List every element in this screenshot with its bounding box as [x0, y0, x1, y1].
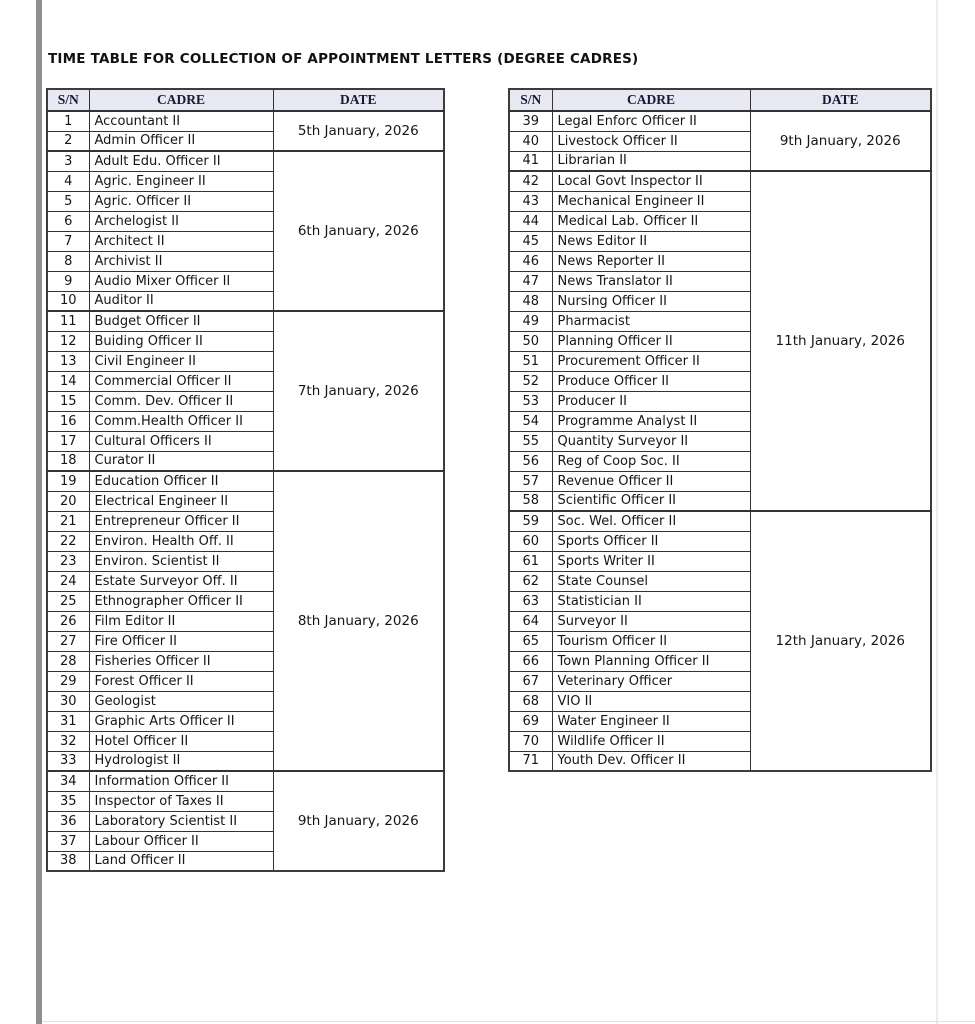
cadre-cell: Produce Officer II: [552, 371, 750, 391]
cadre-cell: Youth Dev. Officer II: [552, 751, 750, 771]
sn-cell: 32: [47, 731, 89, 751]
sn-cell: 66: [509, 651, 552, 671]
cadre-cell: Hydrologist II: [89, 751, 273, 771]
date-cell: 12th January, 2026: [750, 511, 931, 771]
cadre-cell: Land Officer II: [89, 851, 273, 871]
sn-cell: 16: [47, 411, 89, 431]
cadre-cell: News Translator II: [552, 271, 750, 291]
table-row: [509, 511, 931, 531]
sn-cell: 53: [509, 391, 552, 411]
cadre-cell: Legal Enforc Officer II: [552, 111, 750, 131]
cadre-cell: Medical Lab. Officer II: [552, 211, 750, 231]
table-row: [47, 151, 444, 171]
cadre-cell: Soc. Wel. Officer II: [552, 511, 750, 531]
cadre-cell: Statistician II: [552, 591, 750, 611]
sn-cell: 71: [509, 751, 552, 771]
cadre-cell: Forest Officer II: [89, 671, 273, 691]
cadre-cell: Graphic Arts Officer II: [89, 711, 273, 731]
cadre-cell: Revenue Officer II: [552, 471, 750, 491]
sn-cell: 8: [47, 251, 89, 271]
cadre-cell: Sports Writer II: [552, 551, 750, 571]
cadre-cell: Scientific Officer II: [552, 491, 750, 511]
sn-cell: 30: [47, 691, 89, 711]
timetable-left-body: [47, 111, 444, 871]
sn-cell: 23: [47, 551, 89, 571]
cadre-cell: Pharmacist: [552, 311, 750, 331]
cadre-cell: Agric. Engineer II: [89, 171, 273, 191]
sn-cell: 45: [509, 231, 552, 251]
column-header-cadre: CADRE: [89, 89, 273, 111]
cadre-cell: Geologist: [89, 691, 273, 711]
cadre-cell: Sports Officer II: [552, 531, 750, 551]
timetable-left: [46, 88, 445, 872]
page-right-edge-line: [936, 0, 938, 1024]
sn-cell: 34: [47, 771, 89, 791]
column-header-date: DATE: [750, 89, 931, 111]
cadre-cell: Local Govt Inspector II: [552, 171, 750, 191]
cadre-cell: Archelogist II: [89, 211, 273, 231]
cadre-cell: Commercial Officer II: [89, 371, 273, 391]
sn-cell: 9: [47, 271, 89, 291]
sn-cell: 14: [47, 371, 89, 391]
sn-cell: 21: [47, 511, 89, 531]
sn-cell: 57: [509, 471, 552, 491]
sn-cell: 18: [47, 451, 89, 471]
cadre-cell: Veterinary Officer: [552, 671, 750, 691]
sn-cell: 27: [47, 631, 89, 651]
date-cell: 5th January, 2026: [273, 111, 444, 151]
cadre-cell: Comm.Health Officer II: [89, 411, 273, 431]
column-header-sn: S/N: [47, 89, 89, 111]
cadre-cell: Civil Engineer II: [89, 351, 273, 371]
sn-cell: 10: [47, 291, 89, 311]
timetable-right: [508, 88, 932, 772]
header-row: [47, 89, 444, 111]
cadre-cell: Environ. Scientist II: [89, 551, 273, 571]
cadre-cell: Water Engineer II: [552, 711, 750, 731]
sn-cell: 63: [509, 591, 552, 611]
sn-cell: 5: [47, 191, 89, 211]
sn-cell: 42: [509, 171, 552, 191]
cadre-cell: Inspector of Taxes II: [89, 791, 273, 811]
cadre-cell: Film Editor II: [89, 611, 273, 631]
cadre-cell: Admin Officer II: [89, 131, 273, 151]
sn-cell: 26: [47, 611, 89, 631]
sn-cell: 43: [509, 191, 552, 211]
page-bottom-edge-line: [42, 1021, 975, 1022]
date-cell: 6th January, 2026: [273, 151, 444, 311]
table-row: [47, 471, 444, 491]
sn-cell: 29: [47, 671, 89, 691]
cadre-cell: Mechanical Engineer II: [552, 191, 750, 211]
cadre-cell: VIO II: [552, 691, 750, 711]
cadre-cell: Labour Officer II: [89, 831, 273, 851]
cadre-cell: Agric. Officer II: [89, 191, 273, 211]
cadre-cell: Archivist II: [89, 251, 273, 271]
sn-cell: 38: [47, 851, 89, 871]
sn-cell: 51: [509, 351, 552, 371]
header-row: [509, 89, 931, 111]
table-row: [47, 771, 444, 791]
column-header-cadre: CADRE: [552, 89, 750, 111]
sn-cell: 17: [47, 431, 89, 451]
cadre-cell: Town Planning Officer II: [552, 651, 750, 671]
sn-cell: 7: [47, 231, 89, 251]
sn-cell: 48: [509, 291, 552, 311]
date-cell: 9th January, 2026: [750, 111, 931, 171]
table-row: [509, 111, 931, 131]
cadre-cell: Cultural Officers II: [89, 431, 273, 451]
cadre-cell: Accountant II: [89, 111, 273, 131]
sn-cell: 20: [47, 491, 89, 511]
sn-cell: 35: [47, 791, 89, 811]
sn-cell: 65: [509, 631, 552, 651]
sn-cell: 44: [509, 211, 552, 231]
sn-cell: 41: [509, 151, 552, 171]
sn-cell: 15: [47, 391, 89, 411]
cadre-cell: Reg of Coop Soc. II: [552, 451, 750, 471]
cadre-cell: Electrical Engineer II: [89, 491, 273, 511]
cadre-cell: State Counsel: [552, 571, 750, 591]
cadre-cell: Education Officer II: [89, 471, 273, 491]
cadre-cell: Wildlife Officer II: [552, 731, 750, 751]
cadre-cell: Information Officer II: [89, 771, 273, 791]
cadre-cell: Fisheries Officer II: [89, 651, 273, 671]
date-cell: 9th January, 2026: [273, 771, 444, 871]
sn-cell: 36: [47, 811, 89, 831]
cadre-cell: Budget Officer II: [89, 311, 273, 331]
sn-cell: 49: [509, 311, 552, 331]
date-cell: 11th January, 2026: [750, 171, 931, 511]
sn-cell: 24: [47, 571, 89, 591]
sn-cell: 68: [509, 691, 552, 711]
table-row: [47, 311, 444, 331]
sn-cell: 33: [47, 751, 89, 771]
sn-cell: 22: [47, 531, 89, 551]
sn-cell: 13: [47, 351, 89, 371]
cadre-cell: Surveyor II: [552, 611, 750, 631]
sn-cell: 60: [509, 531, 552, 551]
sn-cell: 70: [509, 731, 552, 751]
sn-cell: 12: [47, 331, 89, 351]
cadre-cell: Tourism Officer II: [552, 631, 750, 651]
sn-cell: 62: [509, 571, 552, 591]
column-header-sn: S/N: [509, 89, 552, 111]
sn-cell: 69: [509, 711, 552, 731]
sn-cell: 64: [509, 611, 552, 631]
cadre-cell: Fire Officer II: [89, 631, 273, 651]
cadre-cell: News Reporter II: [552, 251, 750, 271]
table-row: [47, 111, 444, 131]
cadre-cell: Architect II: [89, 231, 273, 251]
sn-cell: 54: [509, 411, 552, 431]
sn-cell: 31: [47, 711, 89, 731]
cadre-cell: Ethnographer Officer II: [89, 591, 273, 611]
column-header-date: DATE: [273, 89, 444, 111]
page-title: TIME TABLE FOR COLLECTION OF APPOINTMENT LETTERS (DEGREE CADRES): [48, 51, 639, 67]
sn-cell: 4: [47, 171, 89, 191]
sn-cell: 55: [509, 431, 552, 451]
sn-cell: 56: [509, 451, 552, 471]
sn-cell: 40: [509, 131, 552, 151]
cadre-cell: Planning Officer II: [552, 331, 750, 351]
cadre-cell: Producer II: [552, 391, 750, 411]
sn-cell: 58: [509, 491, 552, 511]
timetable-right-body: [509, 111, 931, 771]
date-cell: 7th January, 2026: [273, 311, 444, 471]
cadre-cell: Comm. Dev. Officer II: [89, 391, 273, 411]
sn-cell: 3: [47, 151, 89, 171]
sn-cell: 50: [509, 331, 552, 351]
page-left-edge-bar: [36, 0, 42, 1024]
sn-cell: 59: [509, 511, 552, 531]
cadre-cell: Livestock Officer II: [552, 131, 750, 151]
sn-cell: 1: [47, 111, 89, 131]
cadre-cell: Quantity Surveyor II: [552, 431, 750, 451]
cadre-cell: Adult Edu. Officer II: [89, 151, 273, 171]
sn-cell: 46: [509, 251, 552, 271]
sn-cell: 37: [47, 831, 89, 851]
cadre-cell: Librarian II: [552, 151, 750, 171]
sn-cell: 67: [509, 671, 552, 691]
sn-cell: 47: [509, 271, 552, 291]
cadre-cell: Buiding Officer II: [89, 331, 273, 351]
date-cell: 8th January, 2026: [273, 471, 444, 771]
cadre-cell: Nursing Officer II: [552, 291, 750, 311]
sn-cell: 25: [47, 591, 89, 611]
cadre-cell: Audio Mixer Officer II: [89, 271, 273, 291]
sn-cell: 6: [47, 211, 89, 231]
sn-cell: 19: [47, 471, 89, 491]
cadre-cell: Laboratory Scientist II: [89, 811, 273, 831]
table-row: [509, 171, 931, 191]
cadre-cell: Procurement Officer II: [552, 351, 750, 371]
cadre-cell: Entrepreneur Officer II: [89, 511, 273, 531]
cadre-cell: Programme Analyst II: [552, 411, 750, 431]
sn-cell: 11: [47, 311, 89, 331]
cadre-cell: Environ. Health Off. II: [89, 531, 273, 551]
cadre-cell: News Editor II: [552, 231, 750, 251]
cadre-cell: Hotel Officer II: [89, 731, 273, 751]
sn-cell: 28: [47, 651, 89, 671]
cadre-cell: Curator II: [89, 451, 273, 471]
sn-cell: 2: [47, 131, 89, 151]
cadre-cell: Auditor II: [89, 291, 273, 311]
sn-cell: 52: [509, 371, 552, 391]
cadre-cell: Estate Surveyor Off. II: [89, 571, 273, 591]
sn-cell: 39: [509, 111, 552, 131]
sn-cell: 61: [509, 551, 552, 571]
